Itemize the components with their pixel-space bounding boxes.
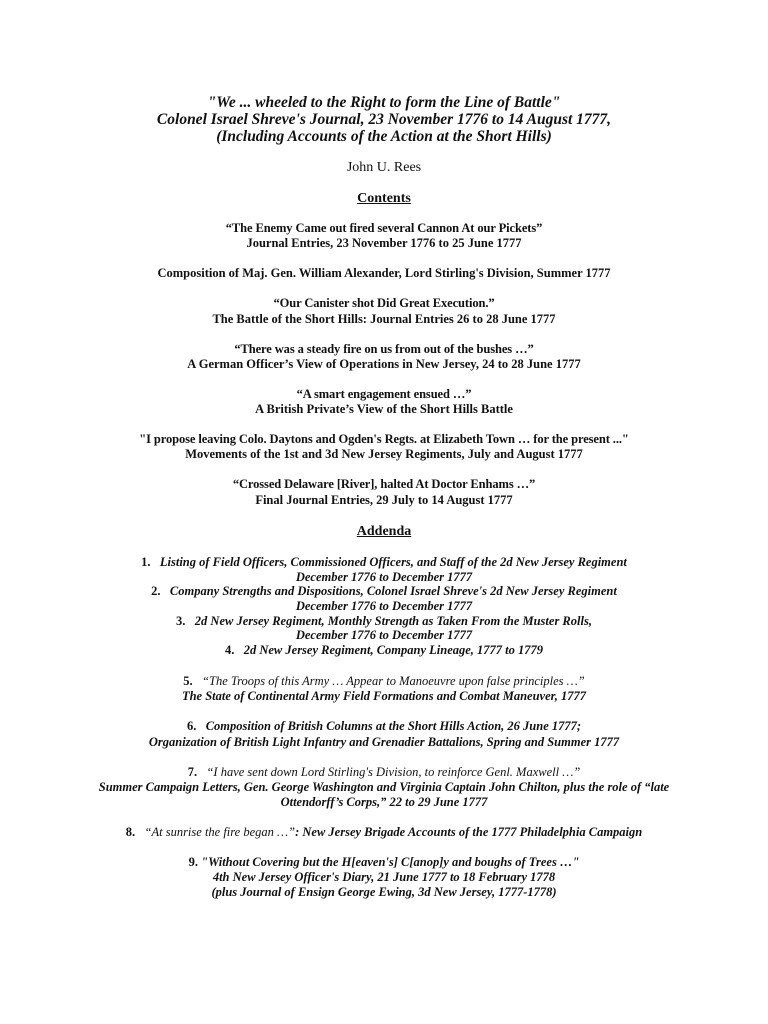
addenda-item-5-line-2: The State of Continental Army Field Formations and Combat Maneuver, 1777 xyxy=(181,689,587,703)
addenda-item-5-quote: “The Troops of this Army … Appear to Manoeuvre upon false principles …” xyxy=(202,674,585,688)
addenda-item-1-line-1 xyxy=(0,555,768,570)
addenda-item-6-line-2: Organization of British Light Infantry and Grenadier Battalions, Spring and Summer 1777 xyxy=(148,735,620,749)
addenda-item-5-number: 5. xyxy=(183,674,193,688)
addenda-item-1-line-2: December 1776 to December 1777 xyxy=(295,570,473,584)
contents-item-4-subtitle: A German Officer’s View of Operations in New Jersey, 24 to 28 June 1777 xyxy=(187,357,581,371)
contents-item-5-quote: “A smart engagement ensued …” xyxy=(296,387,472,401)
contents-item-6-subtitle: Movements of the 1st and 3d New Jersey Regiments, July and August 1777 xyxy=(185,447,583,461)
addenda-item-3-number: 3. xyxy=(176,614,186,628)
contents-item-7-subtitle: Final Journal Entries, 29 July to 14 August 1777 xyxy=(255,493,513,507)
addenda-item-7-quote: “I have sent down Lord Stirling's Division, to reinforce Genl. Maxwell …” xyxy=(206,765,581,779)
contents-item-3-subtitle: The Battle of the Short Hills: Journal Entries 26 to 28 June 1777 xyxy=(212,312,556,326)
addenda-item-6-text: Composition of British Columns at the Short Hills Action, 26 June 1777; xyxy=(205,719,582,733)
contents-item-5-subtitle: A British Private’s View of the Short Hills Battle xyxy=(255,402,513,416)
contents-item-2-subtitle: Composition of Maj. Gen. William Alexander, Lord Stirling's Division, Summer 1777 xyxy=(157,266,611,280)
addenda-item-8-text: : New Jersey Brigade Accounts of the 1777 Philadelphia Campaign xyxy=(295,825,643,839)
addenda-item-1-number: 1. xyxy=(141,555,151,569)
contents-item-1-subtitle: Journal Entries, 23 November 1776 to 25 June 1777 xyxy=(246,236,522,250)
addenda-item-8-line-1 xyxy=(0,825,768,840)
addenda-item-4-line-1 xyxy=(0,643,768,658)
author: John U. Rees xyxy=(346,160,422,175)
addenda-item-2-text: Company Strengths and Dispositions, Colonel Israel Shreve's 2d New Jersey Regiment xyxy=(169,584,617,598)
title-line-1: "We ... wheeled to the Right to form the Line of Battle" xyxy=(207,94,561,111)
addenda-item-9-line-1 xyxy=(0,855,768,870)
addenda-item-3-text: 2d New Jersey Regiment, Monthly Strength as Taken From the Muster Rolls, xyxy=(194,614,592,628)
addenda-item-2-number: 2. xyxy=(151,584,161,598)
addenda-item-7-line-3: Ottendorff’s Corps,” 22 to 29 June 1777 xyxy=(280,795,488,809)
addenda-item-3-line-1 xyxy=(0,614,768,629)
addenda-item-9-quote: "Without Covering but the H[eaven's] C[anop]y and boughs of Trees …" xyxy=(201,855,580,869)
addenda-heading: Addenda xyxy=(356,524,412,539)
contents-item-1-quote: “The Enemy Came out fired several Cannon At our Pickets” xyxy=(225,221,543,235)
addenda-item-7-line-2: Summer Campaign Letters, Gen. George Washington and Virginia Captain John Chilton, plus the role of “late xyxy=(98,780,670,794)
contents-item-7-quote: “Crossed Delaware [River], halted At Doctor Enhams …” xyxy=(232,477,536,491)
addenda-item-9-line-3: (plus Journal of Ensign George Ewing, 3d New Jersey, 1777-1778) xyxy=(211,885,557,899)
addenda-item-7-line-1 xyxy=(0,765,768,780)
addenda-item-4-number: 4. xyxy=(224,643,235,657)
addenda-item-9-number: 9. xyxy=(188,855,198,869)
contents-item-3-quote: “Our Canister shot Did Great Execution.” xyxy=(273,296,495,310)
title-line-3: (Including Accounts of the Action at the Short Hills) xyxy=(216,128,552,145)
addenda-item-2-line-2: December 1776 to December 1777 xyxy=(295,599,473,613)
addenda-item-2-line-1 xyxy=(0,584,768,599)
addenda-item-8-number: 8. xyxy=(125,825,136,839)
addenda-item-7-number: 7. xyxy=(187,765,198,779)
addenda-item-9-line-2: 4th New Jersey Officer's Diary, 21 June 1777 to 18 February 1778 xyxy=(212,870,556,884)
addenda-item-1-text: Listing of Field Officers, Commissioned Officers, and Staff of the 2d New Jersey Regiment xyxy=(159,555,627,569)
contents-heading: Contents xyxy=(357,191,411,206)
addenda-item-5-line-1 xyxy=(0,674,768,689)
contents-item-6-quote: "I propose leaving Colo. Daytons and Ogden's Regts. at Elizabeth Town … for the present ..." xyxy=(139,432,629,446)
addenda-item-4-text: 2d New Jersey Regiment, Company Lineage, 1777 to 1779 xyxy=(243,643,544,657)
title-line-2: Colonel Israel Shreve's Journal, 23 November 1776 to 14 August 1777, xyxy=(156,111,612,128)
addenda-item-6-number: 6. xyxy=(186,719,197,733)
addenda-item-3-line-2: December 1776 to December 1777 xyxy=(295,628,473,642)
addenda-item-8-quote: “At sunrise the fire began …” xyxy=(144,825,296,839)
addenda-item-6-line-1 xyxy=(0,719,768,734)
contents-item-4-quote: “There was a steady fire on us from out of the bushes …” xyxy=(234,342,534,356)
